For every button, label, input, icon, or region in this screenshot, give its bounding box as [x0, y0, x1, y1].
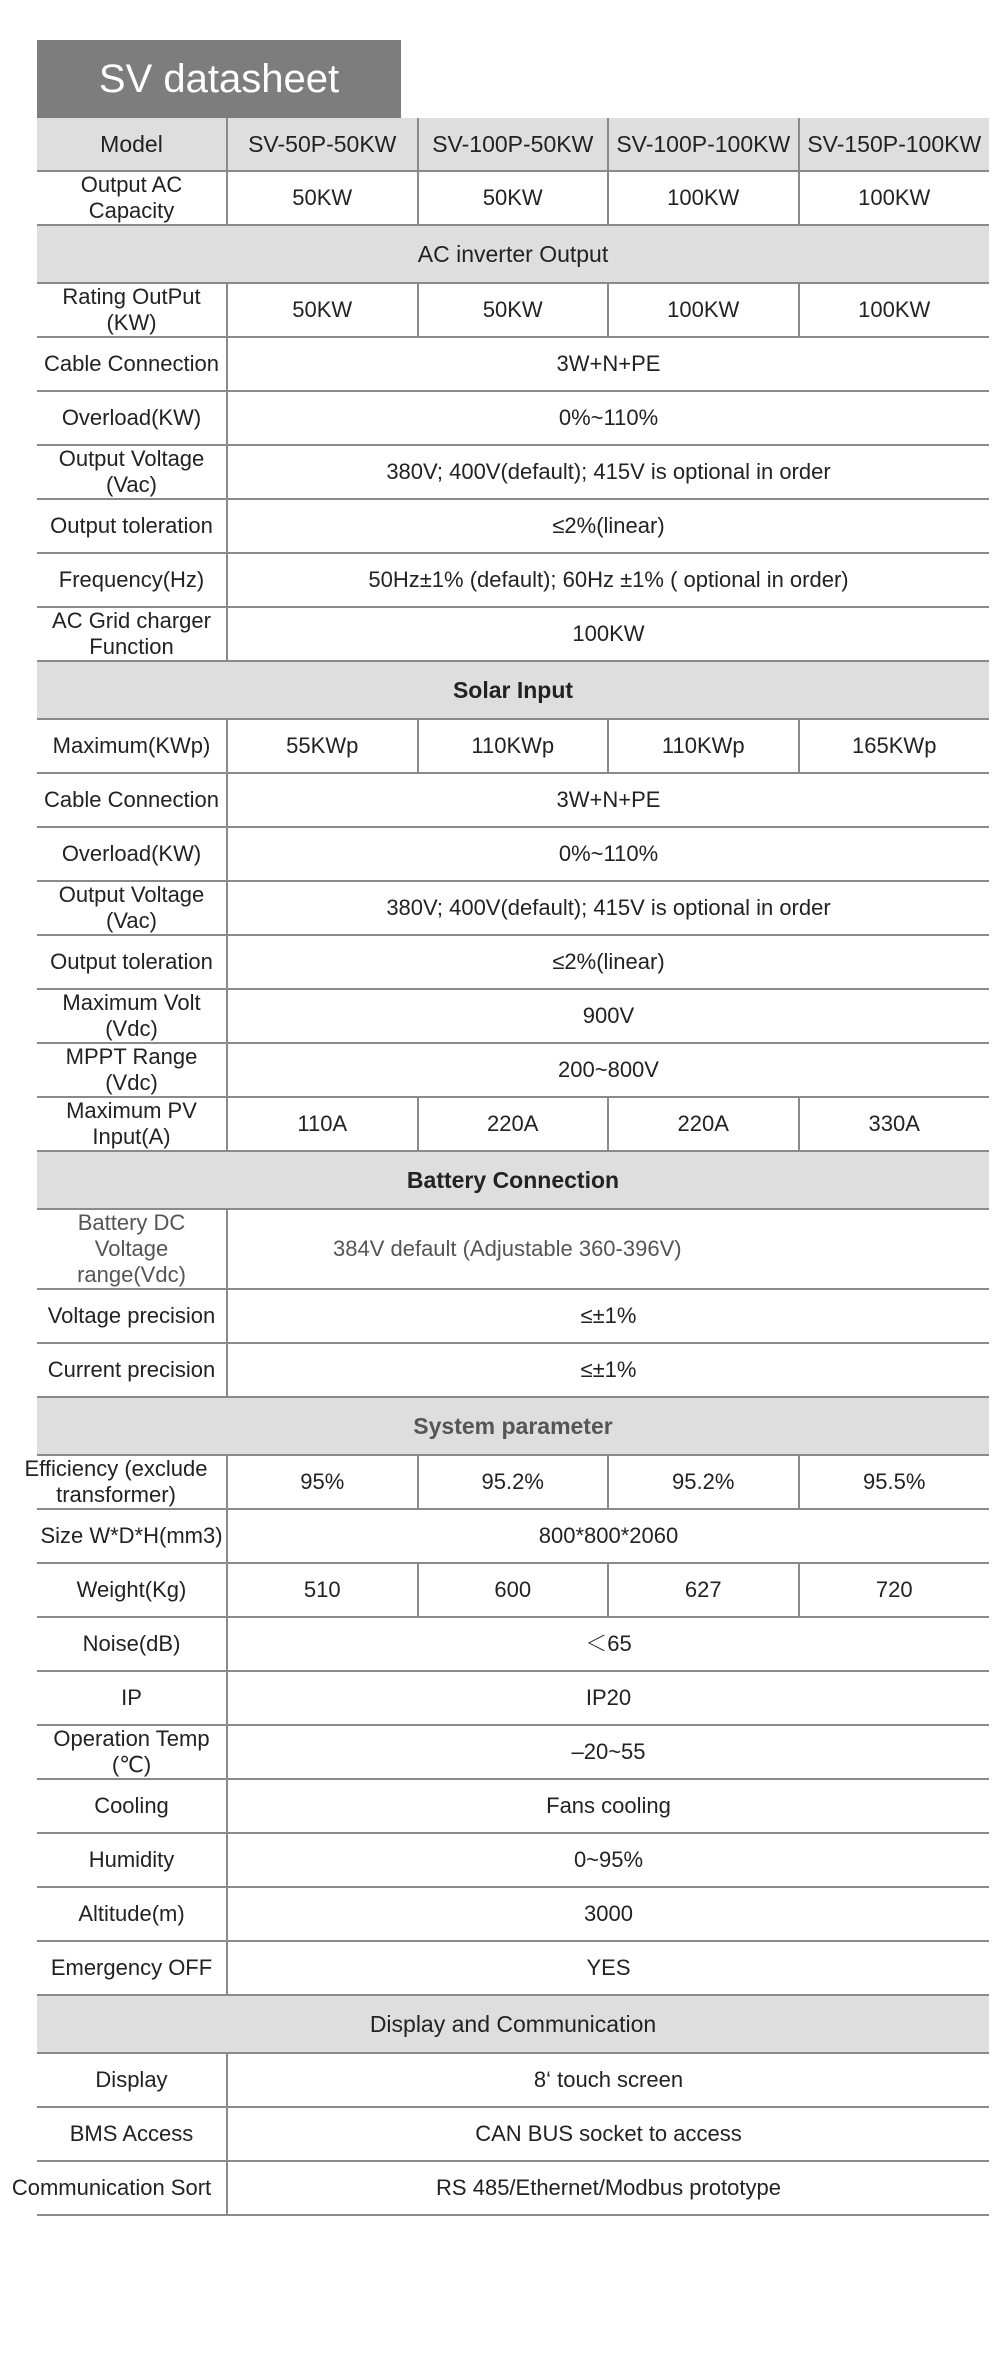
cell-value: ≤2%(linear) [227, 935, 989, 989]
cell-value: 50KW [227, 171, 418, 225]
row-label: Size W*D*H(mm3) [37, 1509, 227, 1563]
model-row [37, 118, 989, 171]
table-row [37, 1455, 989, 1509]
cell-value: 50KW [418, 283, 609, 337]
table-row [37, 881, 989, 935]
table-row [37, 2107, 989, 2161]
cell-value: 110KWp [418, 719, 609, 773]
table-row [37, 391, 989, 445]
cell-value: 95.2% [418, 1455, 609, 1509]
table-row [37, 2161, 989, 2215]
section-title: System parameter [37, 1397, 989, 1455]
row-label: AC Grid charger Function [37, 607, 227, 661]
cell-value: 3W+N+PE [227, 773, 989, 827]
cell-value: 95% [227, 1455, 418, 1509]
table-row [37, 1343, 989, 1397]
cell-value: 330A [799, 1097, 990, 1151]
cell-value: 100KW [608, 283, 799, 337]
cell-value: 110KWp [608, 719, 799, 773]
row-label: Output Voltage (Vac) [37, 445, 227, 499]
table-row [37, 1725, 989, 1779]
cell-value: 55KWp [227, 719, 418, 773]
cell-value: 0~95% [227, 1833, 989, 1887]
row-label: Maximum(KWp) [37, 719, 227, 773]
row-label: Battery DC Voltage range(Vdc) [37, 1209, 227, 1289]
row-label: Frequency(Hz) [37, 553, 227, 607]
cell-value: 380V; 400V(default); 415V is optional in order [227, 445, 989, 499]
cell-value: 510 [227, 1563, 418, 1617]
cell-value: 800*800*2060 [227, 1509, 989, 1563]
row-label: Rating OutPut (KW) [37, 283, 227, 337]
datasheet-table [11, 118, 989, 2216]
table-row [37, 283, 989, 337]
cell-value: ＜65 [227, 1617, 989, 1671]
row-label [11, 2161, 227, 2215]
row-label: Maximum PV Input(A) [37, 1097, 227, 1151]
row-label: Operation Temp (℃) [37, 1725, 227, 1779]
row-label: Voltage precision [37, 1289, 227, 1343]
row-label: Output toleration [37, 499, 227, 553]
cell-value: 110A [227, 1097, 418, 1151]
section-title: Display and Communication [37, 1995, 989, 2053]
table-row [37, 773, 989, 827]
cell-value: –20~55 [227, 1725, 989, 1779]
table-row [37, 827, 989, 881]
table-row [37, 1289, 989, 1343]
table-row [37, 1617, 989, 1671]
cell-value: 8‘ touch screen [227, 2053, 989, 2107]
cell-value: 900V [227, 989, 989, 1043]
table-row [37, 1779, 989, 1833]
model-name: SV-150P-100KW [799, 118, 990, 171]
table-row [37, 171, 989, 225]
cell-value: ≤±1% [227, 1289, 989, 1343]
model-name: SV-100P-50KW [418, 118, 609, 171]
row-label: IP [37, 1671, 227, 1725]
table-row [37, 337, 989, 391]
cell-value: 384V default (Adjustable 360-396V) [227, 1209, 989, 1289]
cell-value: 380V; 400V(default); 415V is optional in order [227, 881, 989, 935]
cell-value: 100KW [799, 171, 990, 225]
section-header [37, 1995, 989, 2053]
cell-value: 100KW [608, 171, 799, 225]
cell-value: 95.5% [799, 1455, 990, 1509]
cell-value: CAN BUS socket to access [227, 2107, 989, 2161]
cell-value: 3W+N+PE [227, 337, 989, 391]
section-header [37, 1151, 989, 1209]
table-row [37, 607, 989, 661]
row-label: Output AC Capacity [37, 171, 227, 225]
section-header [37, 1397, 989, 1455]
model-name: SV-100P-100KW [608, 118, 799, 171]
cell-value: 100KW [227, 607, 989, 661]
section-title: Battery Connection [37, 1151, 989, 1209]
table-row [37, 935, 989, 989]
table-row [37, 445, 989, 499]
cell-value: 100KW [799, 283, 990, 337]
table-row [37, 2053, 989, 2107]
table-row [37, 1833, 989, 1887]
row-label: Noise(dB) [37, 1617, 227, 1671]
row-label: Cable Connection [37, 773, 227, 827]
cell-value: IP20 [227, 1671, 989, 1725]
cell-value: 95.2% [608, 1455, 799, 1509]
table-row [37, 1671, 989, 1725]
cell-value: 600 [418, 1563, 609, 1617]
row-label: Altitude(m) [37, 1887, 227, 1941]
cell-value: YES [227, 1941, 989, 1995]
row-label: Cooling [37, 1779, 227, 1833]
row-label: Overload(KW) [37, 391, 227, 445]
row-label [24, 1455, 227, 1509]
row-label: Current precision [37, 1343, 227, 1397]
row-label: Humidity [37, 1833, 227, 1887]
row-label: Emergency OFF [37, 1941, 227, 1995]
row-label: Output toleration [37, 935, 227, 989]
table-row [37, 1941, 989, 1995]
table-row [37, 1887, 989, 1941]
section-header [37, 225, 989, 283]
cell-value: 50KW [418, 171, 609, 225]
cell-value: RS 485/Ethernet/Modbus prototype [227, 2161, 989, 2215]
row-label-text: Communication Sort [11, 2175, 212, 2200]
cell-value: 165KWp [799, 719, 990, 773]
row-label: Overload(KW) [37, 827, 227, 881]
cell-value: 720 [799, 1563, 990, 1617]
table-row [37, 1563, 989, 1617]
table-row [37, 1043, 989, 1097]
table-row [37, 499, 989, 553]
cell-value: 220A [608, 1097, 799, 1151]
row-label: Output Voltage (Vac) [37, 881, 227, 935]
page-title: SV datasheet [37, 40, 401, 122]
table-row [37, 553, 989, 607]
section-title: Solar Input [37, 661, 989, 719]
cell-value: 200~800V [227, 1043, 989, 1097]
cell-value: 0%~110% [227, 827, 989, 881]
row-label: MPPT Range (Vdc) [37, 1043, 227, 1097]
cell-value: 50KW [227, 283, 418, 337]
cell-value: 220A [418, 1097, 609, 1151]
cell-value: 0%~110% [227, 391, 989, 445]
row-label: Display [37, 2053, 227, 2107]
cell-value: 3000 [227, 1887, 989, 1941]
row-label: Cable Connection [37, 337, 227, 391]
row-label: Model [37, 118, 227, 171]
row-label: Maximum Volt (Vdc) [37, 989, 227, 1043]
section-header [37, 661, 989, 719]
cell-value: Fans cooling [227, 1779, 989, 1833]
table-row [37, 989, 989, 1043]
table-row [37, 719, 989, 773]
table-row [37, 1209, 989, 1289]
cell-value: 50Hz±1% (default); 60Hz ±1% ( optional in order) [227, 553, 989, 607]
table-row [37, 1509, 989, 1563]
section-title: AC inverter Output [37, 225, 989, 283]
row-label: BMS Access [37, 2107, 227, 2161]
row-label: Weight(Kg) [37, 1563, 227, 1617]
table-row [37, 1097, 989, 1151]
cell-value: ≤±1% [227, 1343, 989, 1397]
cell-value: ≤2%(linear) [227, 499, 989, 553]
model-name: SV-50P-50KW [227, 118, 418, 171]
row-label-text: Efficiency (exclude transformer) [24, 1456, 208, 1507]
cell-value: 627 [608, 1563, 799, 1617]
